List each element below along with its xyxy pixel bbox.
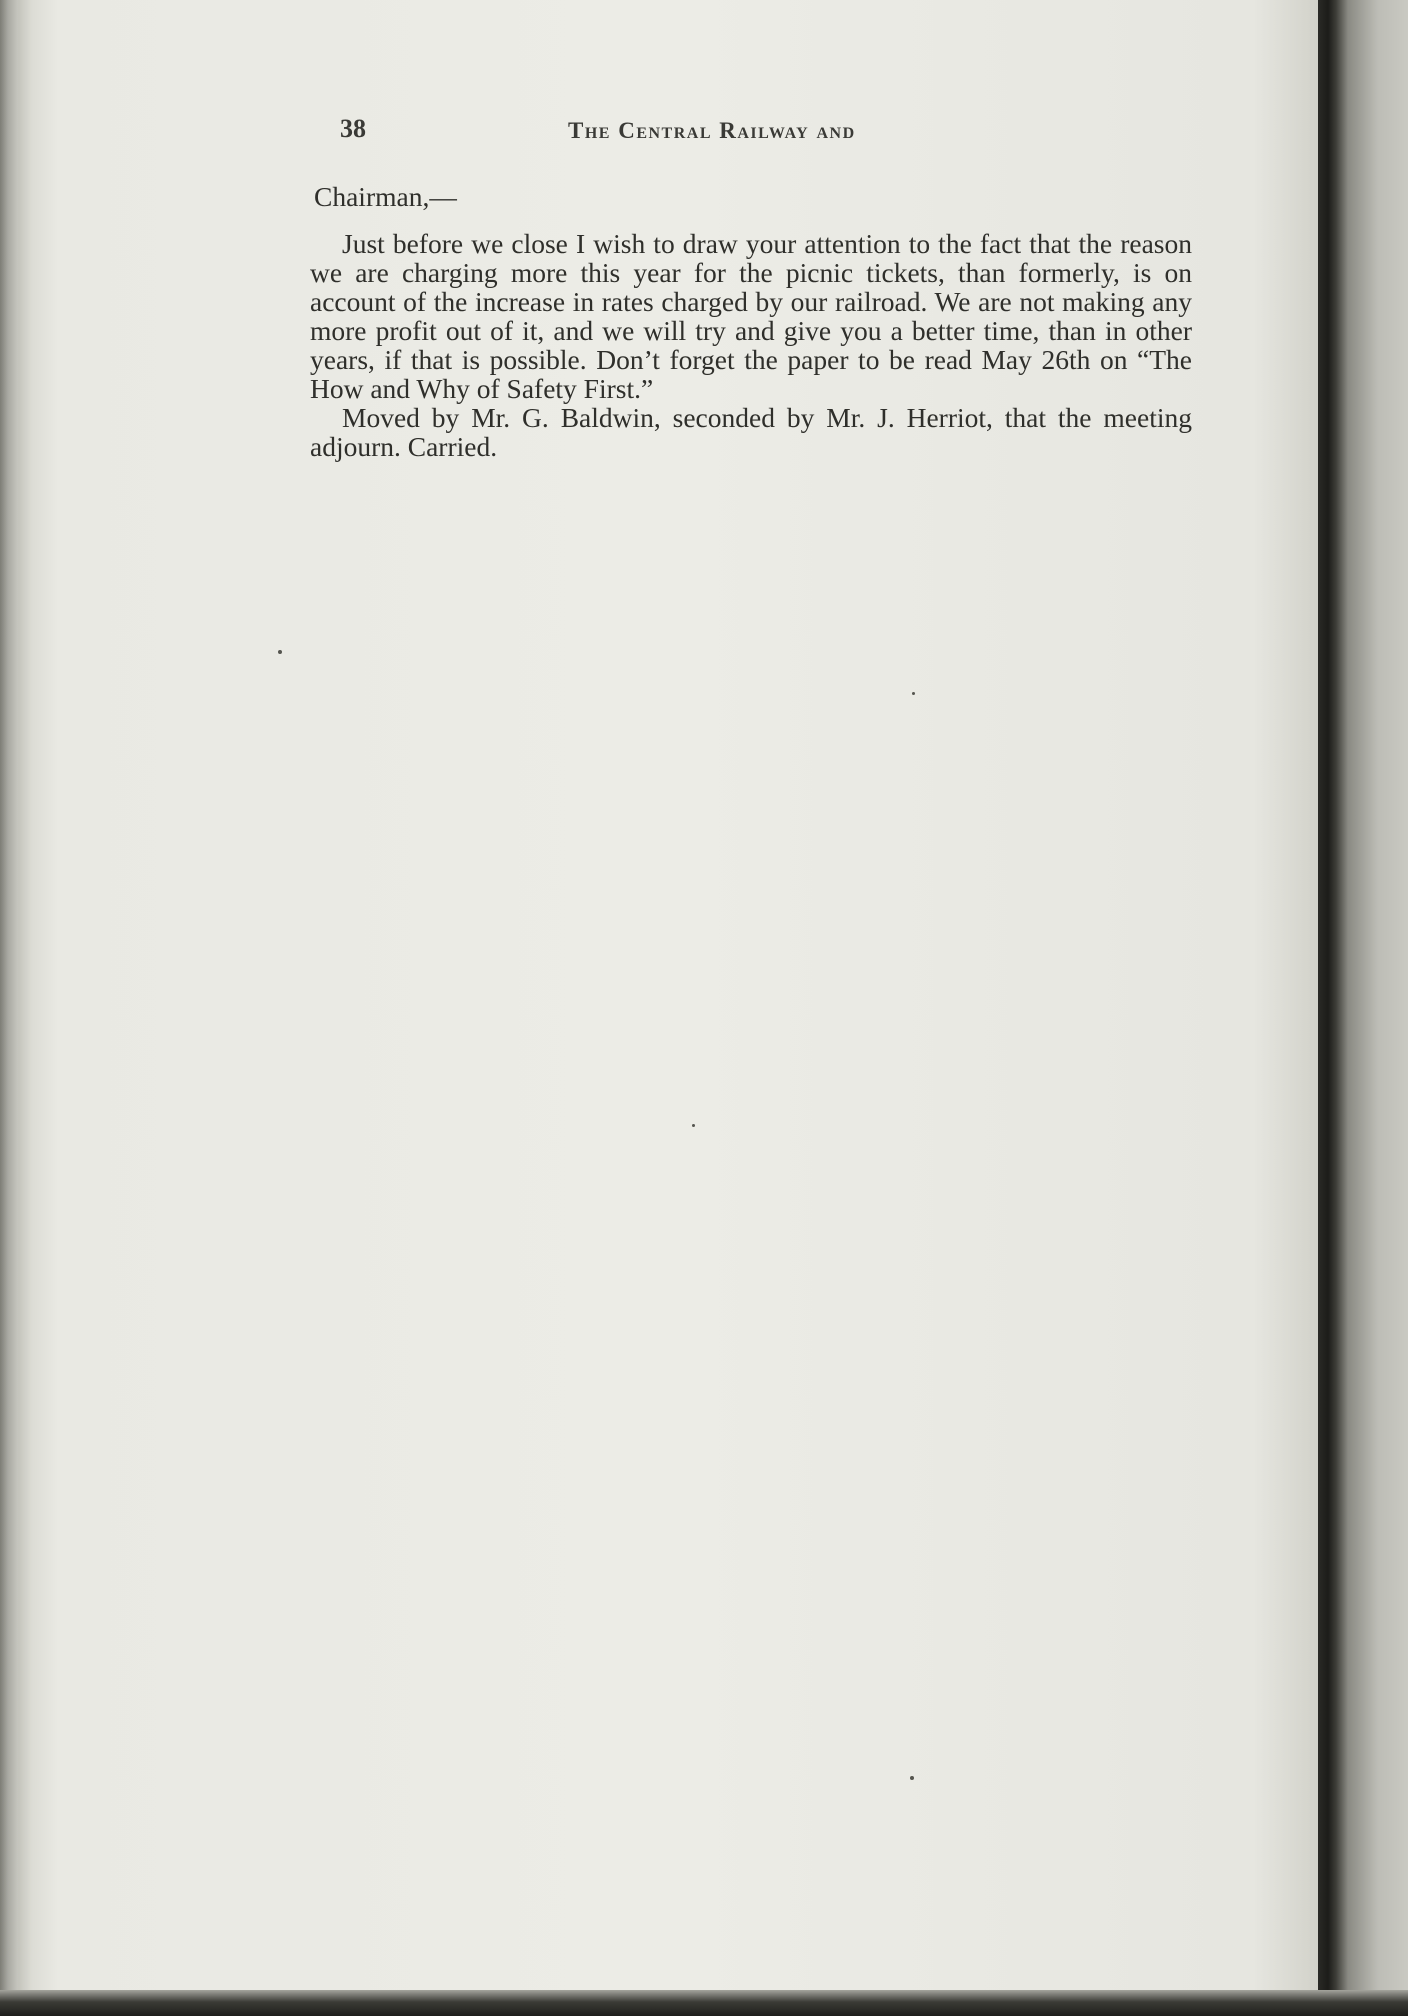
salutation: Chairman,— — [314, 181, 457, 212]
page-body — [310, 182, 1192, 461]
page-number: 38 — [340, 114, 366, 143]
scan-speck — [912, 692, 915, 695]
scan-bottom-edge — [0, 1990, 1408, 2016]
paragraph: Moved by Mr. G. Baldwin, seconded by Mr. J. Herriot, that the meeting adjourn. Carried. — [310, 402, 1192, 462]
page-header — [340, 110, 942, 154]
scan-speck — [692, 1124, 695, 1127]
book-spine-right — [1318, 0, 1408, 2016]
paragraph: Just before we close I wish to draw your attention to the fact that the reason we are charging more this year for the picnic tickets, than formerly, is on account of the increase in rates charged by our railroad. We are not making any more profit out of it, and we will try and give you a better time, than in other years, if that is possible. Don’t forget the paper to be read May 26th on “The How and Why of Safety First.” — [310, 228, 1192, 404]
scan-speck — [278, 650, 282, 654]
scan-speck — [910, 1776, 914, 1780]
running-head: The Central Railway and — [568, 118, 856, 143]
